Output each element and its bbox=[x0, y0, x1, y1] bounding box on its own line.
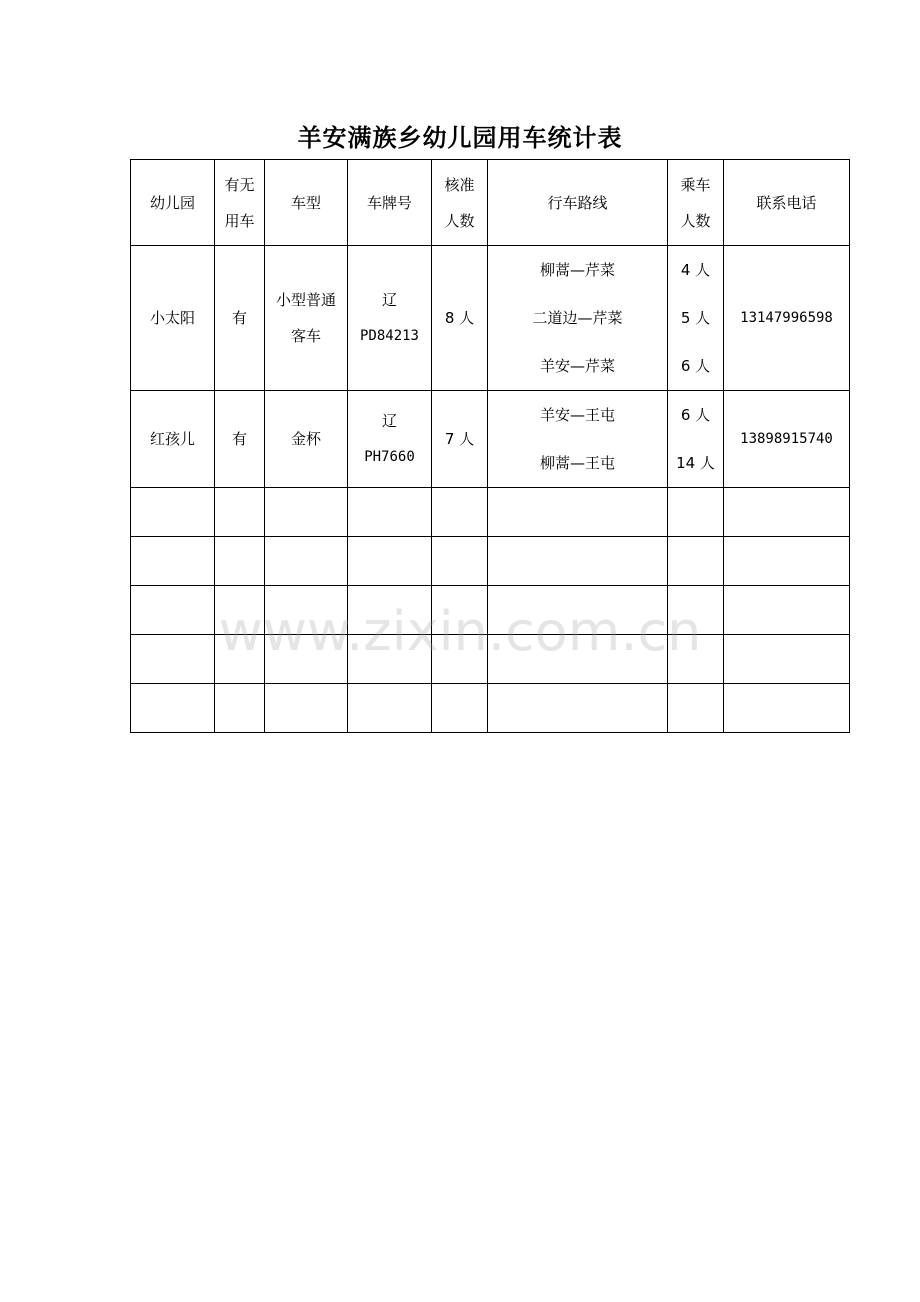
header-phone: 联系电话 bbox=[724, 160, 850, 246]
route-cell: 羊安—王屯 柳蒿—王屯 bbox=[488, 391, 668, 488]
plate-cell: 辽 PH7660 bbox=[348, 391, 432, 488]
riders-cell: 4 人 5 人 6 人 bbox=[668, 246, 724, 391]
vehicle-type-cell: 金杯 bbox=[265, 391, 348, 488]
header-row bbox=[131, 160, 850, 246]
header-kindergarten: 幼儿园 bbox=[131, 160, 215, 246]
kindergarten-cell: 红孩儿 bbox=[131, 391, 215, 488]
table-row bbox=[131, 391, 850, 488]
watermark: www.zixin.com.cn bbox=[218, 600, 702, 663]
vehicle-stats-table bbox=[130, 159, 850, 733]
header-capacity: 核准 人数 bbox=[432, 160, 488, 246]
has-vehicle-cell: 有 bbox=[215, 246, 265, 391]
table-row bbox=[131, 246, 850, 391]
empty-row bbox=[131, 684, 850, 733]
riders-cell: 6 人 14 人 bbox=[668, 391, 724, 488]
has-vehicle-cell: 有 bbox=[215, 391, 265, 488]
empty-row bbox=[131, 586, 850, 635]
vehicle-type-cell: 小型普通 客车 bbox=[265, 246, 348, 391]
phone-cell: 13898915740 bbox=[724, 391, 850, 488]
capacity-cell: 8 人 bbox=[432, 246, 488, 391]
header-route: 行车路线 bbox=[488, 160, 668, 246]
header-riders: 乘车 人数 bbox=[668, 160, 724, 246]
plate-cell: 辽 PD84213 bbox=[348, 246, 432, 391]
kindergarten-cell: 小太阳 bbox=[131, 246, 215, 391]
empty-row bbox=[131, 537, 850, 586]
header-has-vehicle: 有无 用车 bbox=[215, 160, 265, 246]
phone-cell: 13147996598 bbox=[724, 246, 850, 391]
empty-row bbox=[131, 635, 850, 684]
empty-row bbox=[131, 488, 850, 537]
header-vehicle-type: 车型 bbox=[265, 160, 348, 246]
route-cell: 柳蒿—芹菜 二道边—芹菜 羊安—芹菜 bbox=[488, 246, 668, 391]
capacity-cell: 7 人 bbox=[432, 391, 488, 488]
page-title: 羊安满族乡幼儿园用车统计表 bbox=[297, 124, 623, 152]
header-plate: 车牌号 bbox=[348, 160, 432, 246]
